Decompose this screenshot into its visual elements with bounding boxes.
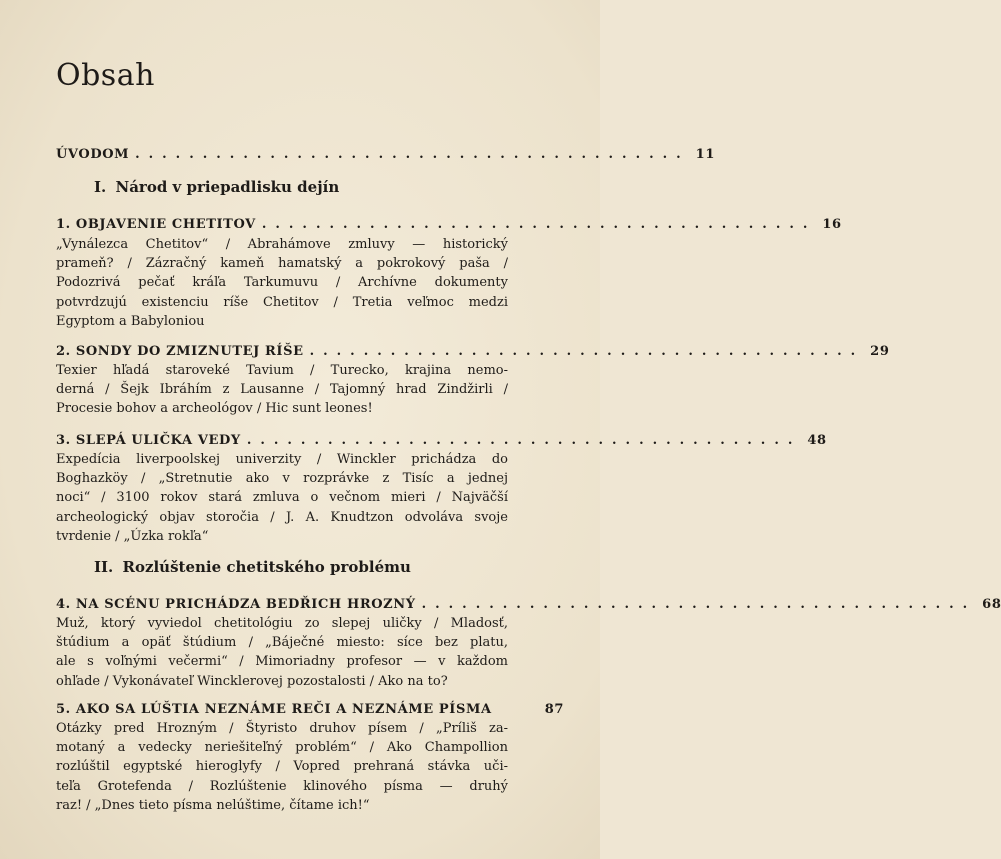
summary-line: noci“ / 3100 rokov stará zmluva o večnom mieri / Najväčší	[56, 490, 508, 506]
summary-line: motaný a vedecky neriešiteľný problém“ / Ako Champollion	[56, 740, 508, 756]
toc-entry-label: 3. SLEPÁ ULIČKA VEDY	[56, 433, 241, 448]
toc-page-number: 16	[822, 217, 842, 232]
leader-dots: .........................................	[309, 344, 865, 359]
leader-dots: .........................................	[246, 433, 802, 448]
leader-dots: .........................................	[421, 597, 977, 612]
part-number: II.	[94, 558, 114, 576]
chapter-summary	[56, 235, 508, 331]
summary-line: Procesie bohov a archeológov / Hic sunt leones!	[56, 401, 373, 417]
summary-line: potvrdzujú existenciu ríše Chetitov / Tretia veľmoc medzi	[56, 294, 508, 310]
summary-line: Expedícia liverpoolskej univerzity / Winckler prichádza do	[56, 452, 508, 467]
summary-line: Egyptom a Babyloniou	[56, 313, 205, 329]
summary-line: ohľade / Vykonávateľ Wincklerovej pozostalosti / Ako na to?	[56, 673, 448, 689]
toc-entry-intro	[56, 147, 715, 162]
leader-dots: .........................................	[261, 217, 817, 232]
part-title	[94, 558, 411, 576]
part-title-text: Rozlúštenie chetitského problému	[122, 558, 411, 576]
summary-line: Muž, ktorý vyviedol chetitológiu zo slepej uličky / Mladosť,	[56, 616, 508, 631]
summary-line: „Vynálezca Chetitov“ / Abrahámove zmluvy — historický	[56, 237, 508, 252]
toc-entry-label: ÚVODOM	[56, 147, 130, 162]
page-title: Obsah	[56, 58, 155, 93]
chapter-summary	[56, 450, 508, 546]
toc-entry-chapter	[56, 597, 1001, 612]
toc-page-number: 87	[544, 702, 564, 717]
summary-line: archeologický objav storočia / J. A. Knudtzon odvoláva svoje	[56, 509, 508, 525]
summary-line: tvrdenie / „Úzka rokľa“	[56, 528, 209, 544]
toc-entry-label: 5. AKO SA LÚŠTIA NEZNÁME REČI A NEZNÁME PÍSMA	[56, 702, 492, 717]
toc-entry-chapter	[56, 344, 890, 359]
chapter-summary	[56, 614, 508, 691]
toc-page-number: 68	[982, 597, 1001, 612]
toc-entry-chapter	[56, 702, 564, 717]
leader-dots: .........................................	[135, 147, 690, 162]
toc-page-number: 48	[807, 433, 827, 448]
part-title	[94, 178, 339, 196]
toc-page-number: 11	[695, 147, 715, 162]
summary-line: Boghazköy / „Stretnutie ako v rozprávke z Tisíc a jednej	[56, 471, 508, 487]
toc-entry-label: 1. OBJAVENIE CHETITOV	[56, 217, 256, 232]
toc-entry-label: 4. NA SCÉNU PRICHÁDZA BEDŘICH HROZNÝ	[56, 597, 416, 612]
summary-line: raz! / „Dnes tieto písma nelúštime, čítame ich!“	[56, 797, 370, 813]
toc-entry-chapter	[56, 433, 827, 448]
chapter-summary	[56, 719, 508, 815]
summary-line: teľa Grotefenda / Rozlúštenie klinového písma — druhý	[56, 778, 508, 794]
summary-line: štúdium a opäť štúdium / „Báječné miesto: síce bez platu,	[56, 635, 508, 651]
toc-entry-chapter	[56, 217, 842, 232]
toc-entry-label: 2. SONDY DO ZMIZNUTEJ RÍŠE	[56, 344, 304, 359]
summary-line: Texier hľadá staroveké Tavium / Turecko, krajina nemo-	[56, 363, 508, 378]
toc-page-number: 29	[870, 344, 890, 359]
summary-line: prameň? / Zázračný kameň hamatský a pokrokový paša /	[56, 256, 508, 272]
part-number: I.	[94, 178, 107, 196]
summary-line: derná / Šejk Ibráhím z Lausanne / Tajomný hrad Zindžirli /	[56, 382, 508, 398]
summary-line: Podozrivá pečať kráľa Tarkumuvu / Archívne dokumenty	[56, 275, 508, 291]
summary-line: Otázky pred Hrozným / Štyristo druhov písem / „Príliš za-	[56, 721, 508, 736]
chapter-summary	[56, 361, 508, 419]
summary-line: rozlúštil egyptské hieroglyfy / Vopred prehraná stávka uči-	[56, 759, 508, 775]
part-title-text: Národ v priepadlisku dejín	[115, 178, 340, 196]
summary-line: ale s voľnými večermi“ / Mimoriadny profesor — v každom	[56, 654, 508, 670]
